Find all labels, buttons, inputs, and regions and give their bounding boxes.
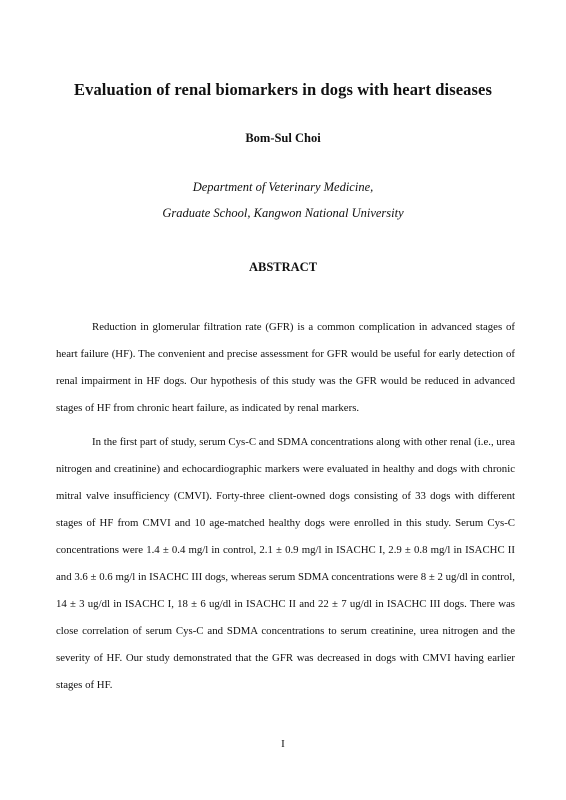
affiliation-line-1: Department of Veterinary Medicine, [192, 180, 374, 194]
abstract-heading: ABSTRACT [248, 260, 318, 274]
paper-title: Evaluation of renal biomarkers in dogs with heart diseases [73, 80, 493, 99]
affiliation-line-2: Graduate School, Kangwon National University [162, 206, 404, 220]
abstract-paragraph-2: In the first part of study, serum Cys-C and SDMA concentrations along with other renal (i.e., urea nitrogen and creatinine) and echocardiographic markers were evaluated in healthy and dogs with chronic mitral valve insufficiency (CMVI). Forty-three client-owned dogs consisting of 33 dogs with different stages of HF from CMVI and 10 age-matched healthy dogs were enrolled in this study. Serum Cys-C concentrations were 1.4 ± 0.4 mg/l in control, 2.1 ± 0.9 mg/l in ISACHC I, 2.9 ± 0.8 mg/l in ISACHC II and 3.6 ± 0.6 mg/l in ISACHC III dogs, whereas serum SDMA concentrations were 8 ± 2 ug/dl in control, 14 ± 3 ug/dl in ISACHC I, 18 ± 6 ug/dl in ISACHC II and 22 ± 7 ug/dl in ISACHC III dogs. There was close correlation of serum Cys-C and SDMA concentrations to serum creatinine, urea nitrogen and the severity of HF. Our study demonstrated that the GFR was decreased in dogs with CMVI having earlier stages of HF. [56, 436, 515, 691]
abstract-paragraph-1: Reduction in glomerular filtration rate (GFR) is a common complication in advanced stages of heart failure (HF). The convenient and precise assessment for GFR would be useful for early detection of renal impairment in HF dogs. Our hypothesis of this study was the GFR would be reduced in advanced stages of HF from chronic heart failure, as indicated by renal markers. [56, 321, 515, 414]
author-name: Bom-Sul Choi [245, 131, 321, 145]
page-number: I [281, 738, 285, 750]
